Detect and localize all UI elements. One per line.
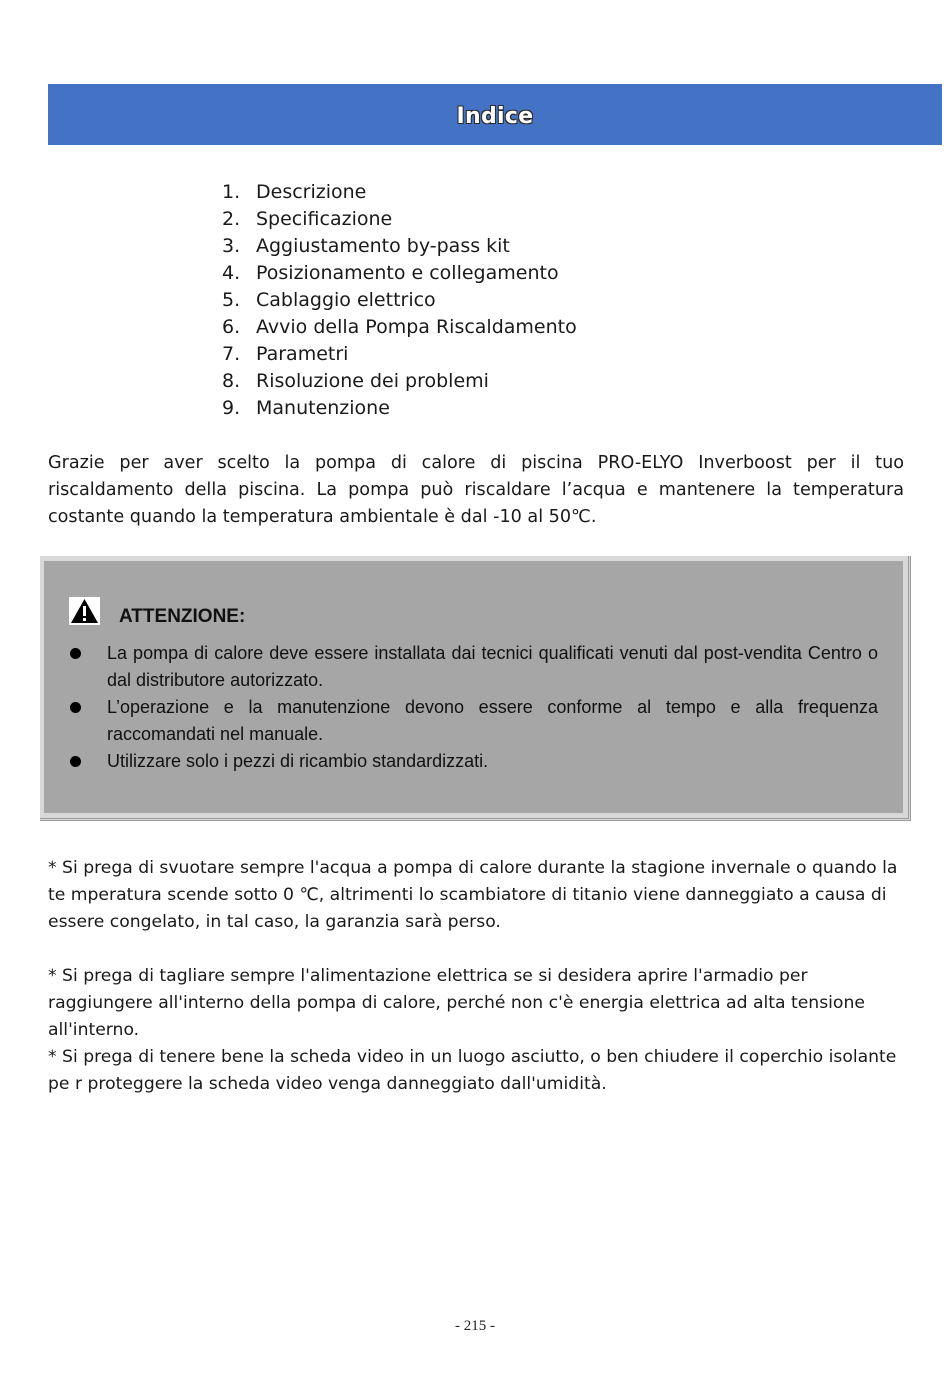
note-dry-board: * Si prega di tenere bene la scheda video in un luogo asciutto, o ben chiudere il coperchio isolante pe r proteggere la scheda video venga danneggiato dall'umidità. xyxy=(48,1047,897,1094)
toc-label: Posizionamento e collegamento xyxy=(256,262,559,284)
toc-item[interactable] xyxy=(222,368,577,395)
toc-label: Descrizione xyxy=(256,181,367,203)
toc-item[interactable] xyxy=(222,341,577,368)
toc-item[interactable] xyxy=(222,260,577,287)
toc-label: Risoluzione dei problemi xyxy=(256,370,489,392)
bullet-icon xyxy=(70,648,81,659)
warning-item xyxy=(70,694,878,748)
toc-number: 4. xyxy=(222,262,241,284)
intro-paragraph: Grazie per aver scelto la pompa di calore di piscina PRO-ELYO Inverboost per il tuo riscaldamento della piscina. La pompa può riscaldare l’acqua e mantenere la temperatura costante quando la temperatura ambientale è dal -10 al 50℃. xyxy=(48,453,904,527)
toc-number: 3. xyxy=(222,235,241,257)
toc-item[interactable] xyxy=(222,206,577,233)
toc-item[interactable] xyxy=(222,287,577,314)
toc-label: Aggiustamento by-pass kit xyxy=(256,235,510,257)
toc-number: 6. xyxy=(222,316,241,338)
toc-label: Specificazione xyxy=(256,208,393,230)
note-power-off: * Si prega di tagliare sempre l'alimentazione elettrica se si desidera aprire l'armadio per raggiungere all'interno della pompa di calore, perché non c'è energia elettrica ad alta tensione all'interno. xyxy=(48,966,865,1040)
toc-number: 1. xyxy=(222,181,241,203)
toc-number: 5. xyxy=(222,289,241,311)
toc-number: 8. xyxy=(222,370,241,392)
table-of-contents xyxy=(222,179,577,422)
toc-label: Parametri xyxy=(256,343,349,365)
toc-item[interactable] xyxy=(222,179,577,206)
toc-item[interactable] xyxy=(222,395,577,422)
page-number: - 215 - xyxy=(455,1318,495,1334)
toc-label: Cablaggio elettrico xyxy=(256,289,436,311)
warning-item-text: Utilizzare solo i pezzi di ricambio standardizzati. xyxy=(107,751,489,771)
warning-triangle-icon xyxy=(69,597,100,625)
toc-label: Avvio della Pompa Riscaldamento xyxy=(256,316,577,338)
note-winter-drain: * Si prega di svuotare sempre l'acqua a pompa di calore durante la stagione invernale o quando la te mperatura scende sotto 0 ℃, altrimenti lo scambiatore di titanio viene danneggiato a causa di essere congelato, in tal caso, la garanzia sarà perso. xyxy=(48,858,898,932)
warning-item-text: L’operazione e la manutenzione devono essere conforme al tempo e alla frequenza raccomandati nel manuale. xyxy=(107,697,878,744)
bullet-icon xyxy=(70,756,81,767)
index-header-bar xyxy=(48,84,942,145)
bullet-icon xyxy=(70,702,81,713)
toc-label: Manutenzione xyxy=(256,397,390,419)
index-title: Indice xyxy=(456,104,534,129)
warning-list xyxy=(70,640,878,775)
toc-number: 9. xyxy=(222,397,241,419)
toc-item[interactable] xyxy=(222,314,577,341)
warning-item xyxy=(70,748,878,775)
toc-number: 7. xyxy=(222,343,241,365)
warning-item xyxy=(70,640,878,694)
warning-item-text: La pompa di calore deve essere installata dai tecnici qualificati venuti dal post-vendita Centro o dal distributore autorizzato. xyxy=(107,643,878,690)
toc-item[interactable] xyxy=(222,233,577,260)
warning-title: ATTENZIONE: xyxy=(119,606,246,627)
toc-number: 2. xyxy=(222,208,241,230)
